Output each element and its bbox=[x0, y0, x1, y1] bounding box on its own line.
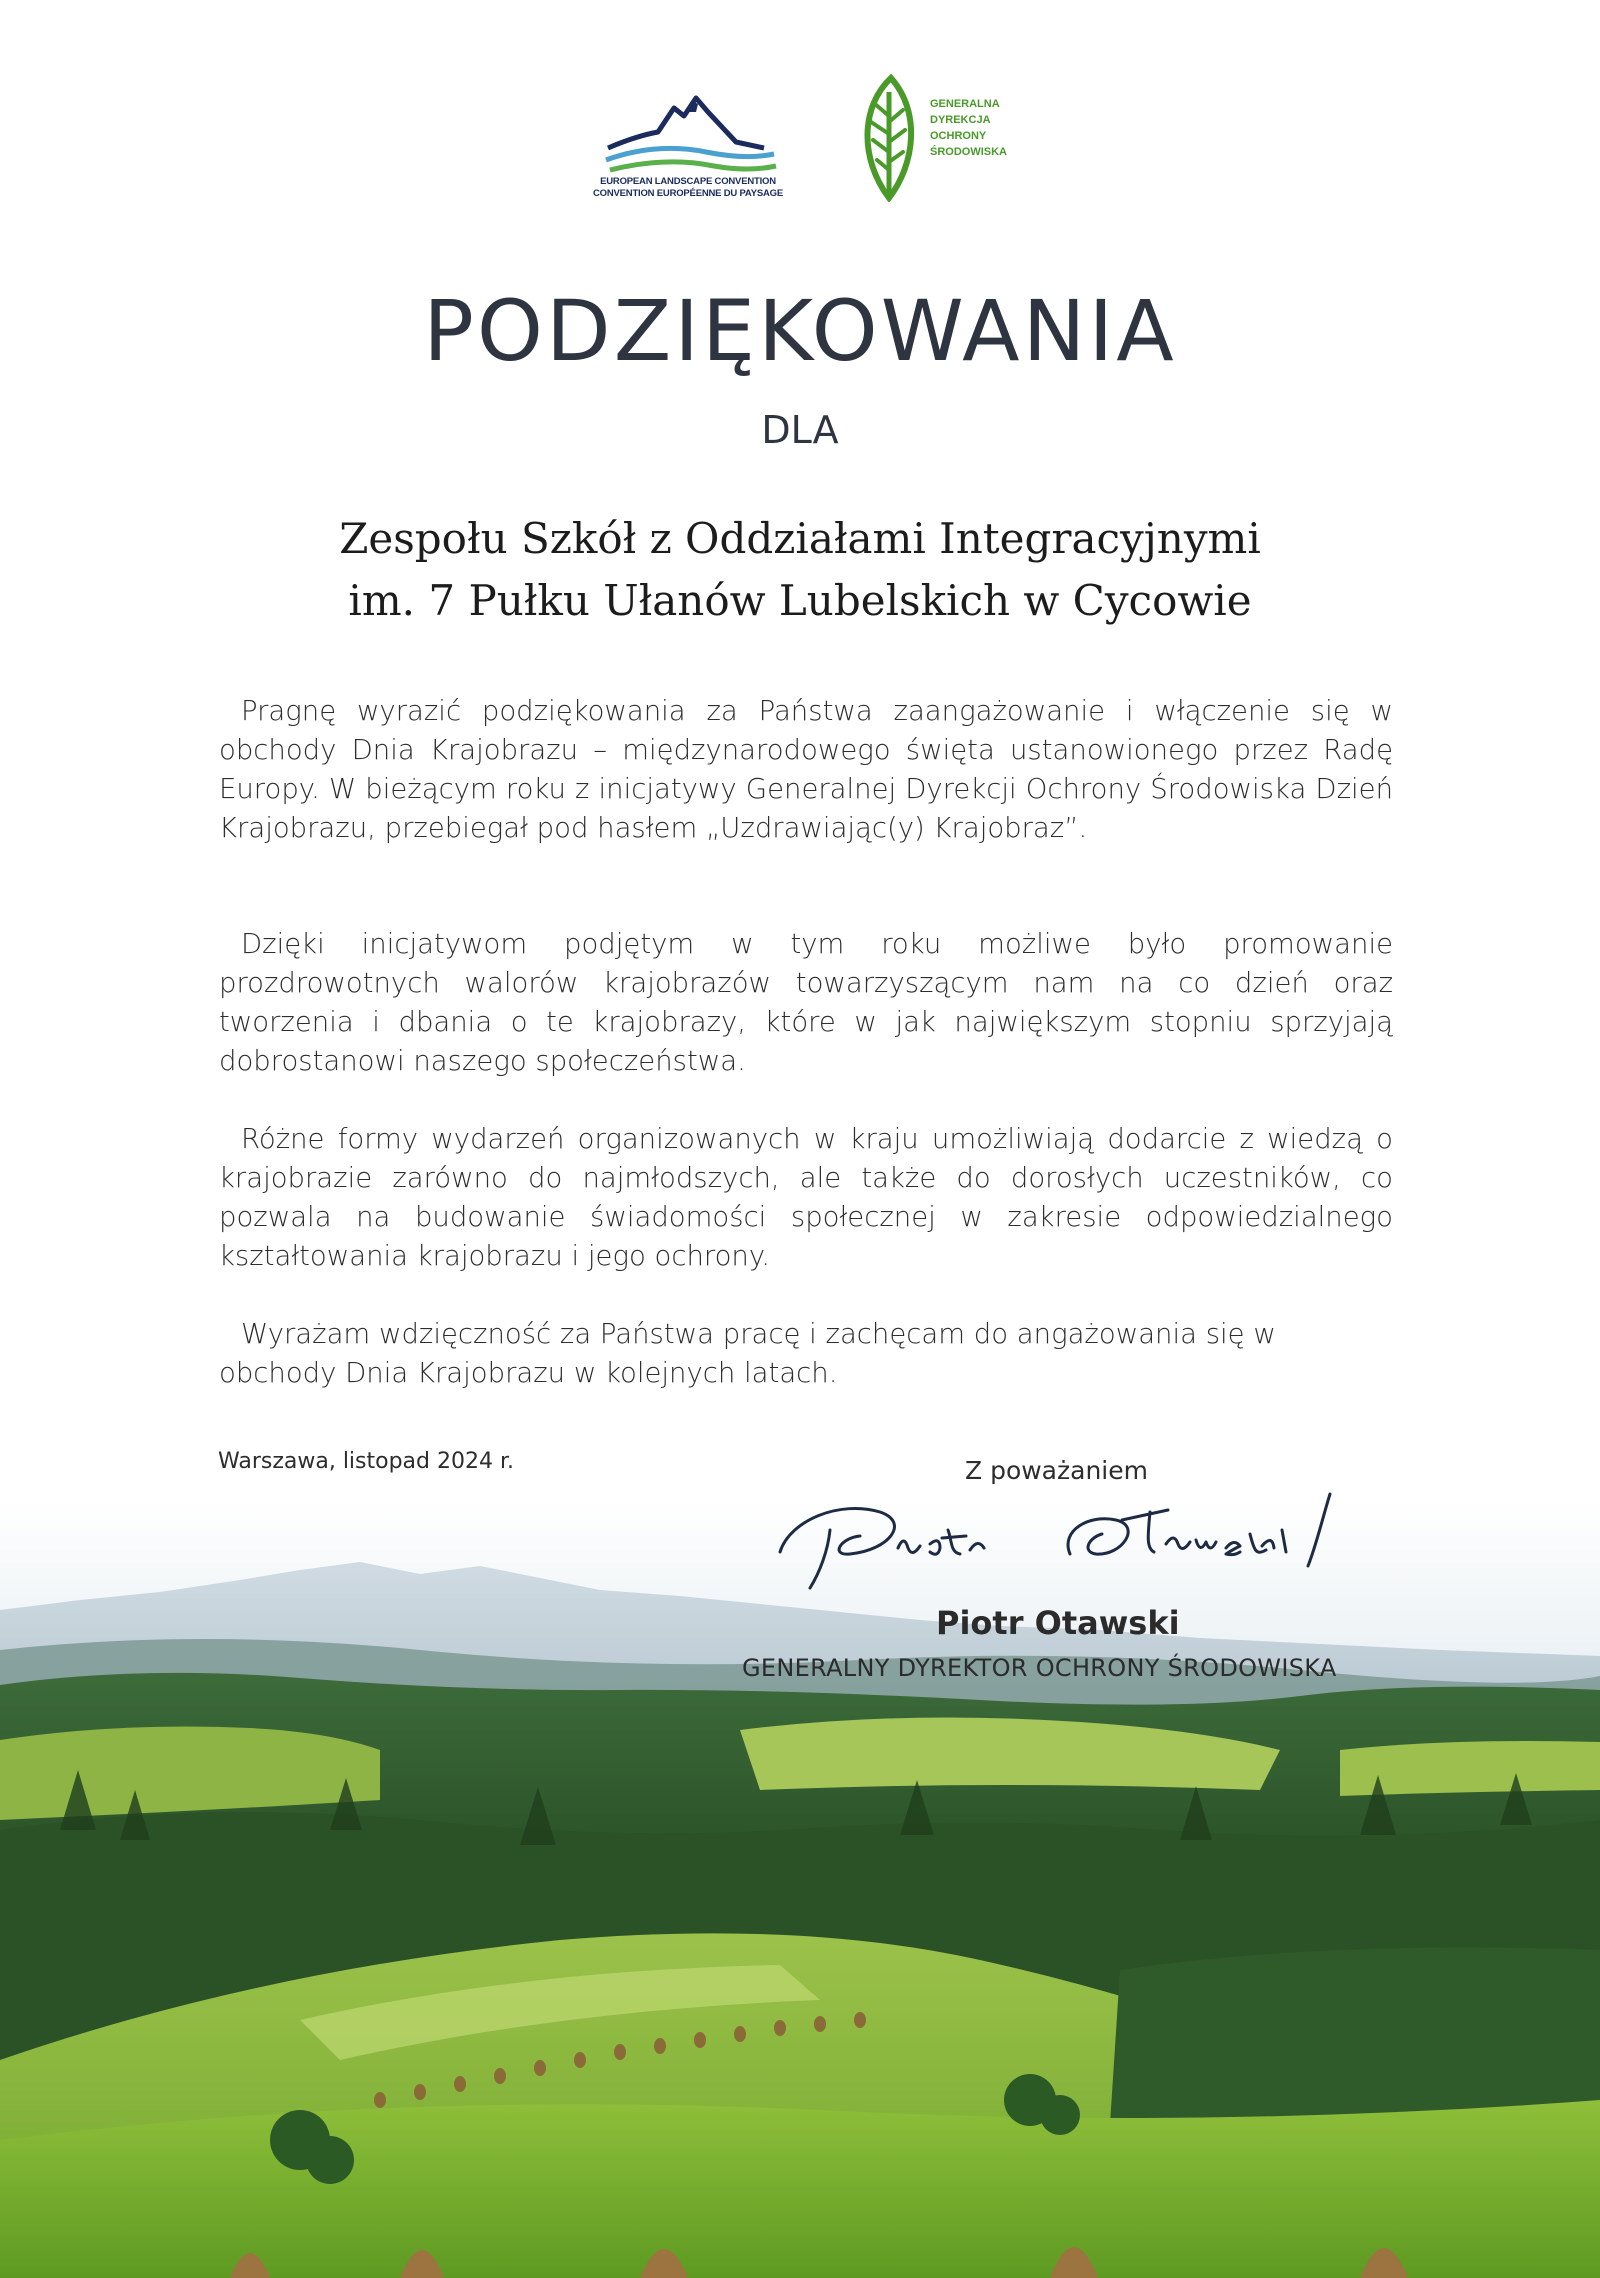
body-paragraph-3: Różne formy wydarzeń organizowanych w kraju umożliwiają dodarcie z wiedzą o krajobrazie zarówno do najmłodszych, ale także do dorosłych uczestników, co pozwala na budowanie świadomości społecznej w zakresie odpowiedzialnego kształtowania krajobrazu i jego ochrony. bbox=[219, 1123, 1393, 1272]
page-title: PODZIĘKOWANIA bbox=[423, 282, 1177, 380]
page-subtitle: DLA bbox=[761, 408, 839, 452]
body-paragraph-1: Pragnę wyrazić podziękowania za Państwa zaangażowanie i włączenie się w obchody Dnia Krajobrazu – międzynarodowego święta ustanowionego przez Radę Europy. W bieżącym roku z inicjatywy Generalnej Dyrekcji Ochrony Środowiska Dzień Krajobrazu, przebiegał pod hasłem „Uzdrawiając(y) Krajobraz”. bbox=[219, 695, 1393, 844]
place-and-date: Warszawa, listopad 2024 r. bbox=[218, 1449, 515, 1474]
gdos-text-line-3: OCHRONY bbox=[930, 130, 987, 142]
handwritten-signature bbox=[770, 1490, 1370, 1600]
gdos-text-line-2: DYREKCJA bbox=[930, 114, 991, 126]
signer-role: GENERALNY DYREKTOR OCHRONY ŚRODOWISKA bbox=[742, 1654, 1337, 1682]
closing-salutation: Z poważaniem bbox=[965, 1456, 1148, 1485]
gdos-text-line-4: ŚRODOWISKA bbox=[930, 146, 1007, 158]
elc-caption-fr: CONVENTION EUROPÉENNE DU PAYSAGE bbox=[593, 188, 783, 199]
recipient-line-1: Zespołu Szkół z Oddziałami Integracyjnymi bbox=[339, 514, 1261, 563]
body-paragraph-2: Dzięki inicjatywom podjętym w tym roku możliwe było promowanie prozdrowotnych walorów krajobrazów towarzyszącym nam na co dzień oraz tworzenia i dbania o te krajobrazy, które w jak największym stopniu sprzyjają dobrostanowi naszego społeczeństwa. bbox=[219, 928, 1393, 1077]
body-paragraph-4: Wyrażam wdzięczność za Państwa pracę i zachęcam do angażowania się w obchody Dnia Krajobrazu w kolejnych latach. bbox=[219, 1318, 1276, 1389]
recipient-line-2: im. 7 Pułku Ułanów Lubelskich w Cycowie bbox=[348, 576, 1252, 625]
landscape-background-image bbox=[0, 1500, 1600, 2278]
elc-caption-en: EUROPEAN LANDSCAPE CONVENTION bbox=[600, 176, 776, 187]
gdos-text-line-1: GENERALNA bbox=[930, 98, 1000, 110]
signer-name: Piotr Otawski bbox=[936, 1604, 1180, 1642]
